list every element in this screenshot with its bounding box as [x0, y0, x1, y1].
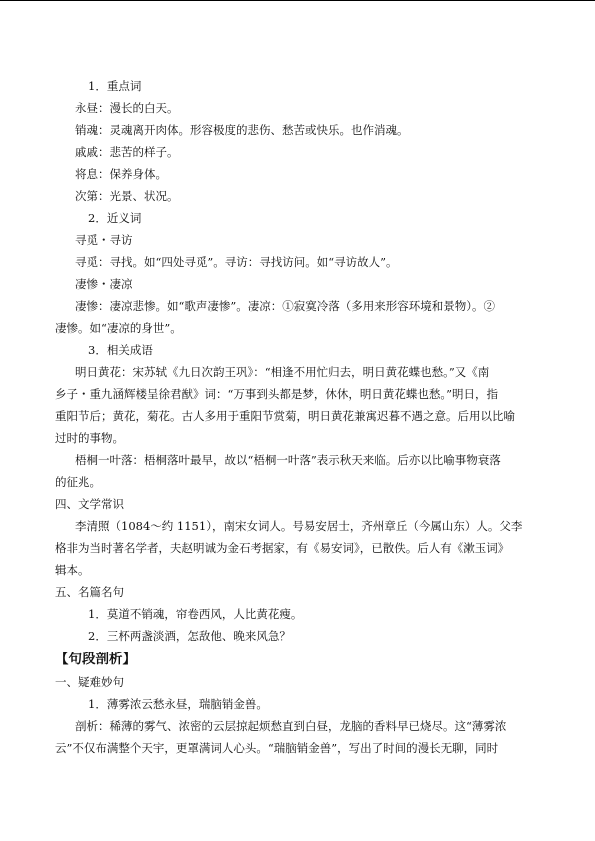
difficult-sentence: 1．薄雾浓云愁永昼，瑞脑销金兽。 — [88, 697, 268, 711]
famous-line: 2．三杯两盏淡酒，怎敌他、晚来风急？ — [88, 629, 291, 643]
section-heading-famous-lines: 五、名篇名句 — [55, 585, 124, 599]
heading-key-words: 1．重点词 — [88, 79, 142, 93]
analysis-text-cont: 云”不仅布满整个天宇，更罩满词人心头。“瑞脑销金兽”，写出了时间的漫长无聊，同时 — [55, 741, 499, 755]
famous-line: 1．莫道不销魂，帘卷西风，人比黄花瘦。 — [88, 607, 303, 621]
heading-idioms: 3．相关成语 — [88, 343, 153, 357]
synonym-pair-text: 凄惨：凄凉悲惨。如“歌声凄惨”。凄凉：①寂寞冷落（多用来形容环境和景物）。② — [75, 299, 496, 313]
idiom-text-cont: 重阳节后；黄花，菊花。古人多用于重阳节赏菊，明日黄花兼寓迟暮不遇之意。后用以比喻 — [55, 409, 515, 423]
idiom-text-cont: 乡子・重九涵辉楼呈徐君猷》词：“万事到头都是梦，休休，明日黄花蝶也愁。”明日，指 — [55, 387, 499, 401]
synonym-pair-title: 寻觅・寻访 — [75, 233, 133, 247]
idiom-text: 梧桐一叶落：梧桐落叶最早，故以“梧桐一叶落”表示秋天来临。后亦以比喻事物衰落 — [75, 453, 501, 467]
idiom-text: 明日黄花：宋苏轼《九日次韵王巩》：“相逢不用忙归去，明日黄花蝶也愁。”又《南 — [75, 365, 490, 379]
subsection-heading-difficult: 一、疑难妙句 — [55, 675, 124, 689]
entry-yongzhou: 永昼：漫长的白天。 — [75, 101, 179, 115]
synonym-pair-title: 凄惨・凄凉 — [75, 277, 133, 291]
entry-cidi: 次第：光景、状况。 — [75, 189, 179, 203]
section-heading-analysis: 【句段剖析】 — [55, 652, 136, 666]
synonym-pair-text: 寻觅：寻找。如“四处寻觅”。寻访：寻找访问。如“寻访故人”。 — [75, 255, 398, 269]
section-heading-literature: 四、文学常识 — [55, 497, 124, 511]
synonym-pair-text-cont: 凄惨。如“凄凉的身世”。 — [55, 321, 182, 335]
entry-jiangxi: 将息：保养身体。 — [75, 167, 167, 181]
idiom-text-cont: 过时的事物。 — [55, 431, 124, 445]
idiom-text-cont: 的征兆。 — [55, 475, 101, 489]
entry-xiaohun: 销魂：灵魂离开肉体。形容极度的悲伤、愁苦或快乐。也作消魂。 — [75, 123, 409, 137]
entry-qiqi: 戚戚：悲苦的样子。 — [75, 145, 179, 159]
literature-text-cont: 辑本。 — [55, 563, 90, 577]
heading-synonyms: 2．近义词 — [88, 211, 142, 225]
analysis-text: 剖析：稀薄的雾气、浓密的云层掠起烦愁直到白昼，龙脑的香料早已烧尽。这“薄雾浓 — [75, 719, 507, 733]
literature-text: 李清照（1084～约 1151），南宋女词人。号易安居士，齐州章丘（今属山东）人。父李 — [75, 519, 523, 533]
literature-text-cont: 格非为当时著名学者，夫赵明诚为金石考据家，有《易安词》，已散佚。后人有《漱玉词》 — [55, 541, 510, 555]
